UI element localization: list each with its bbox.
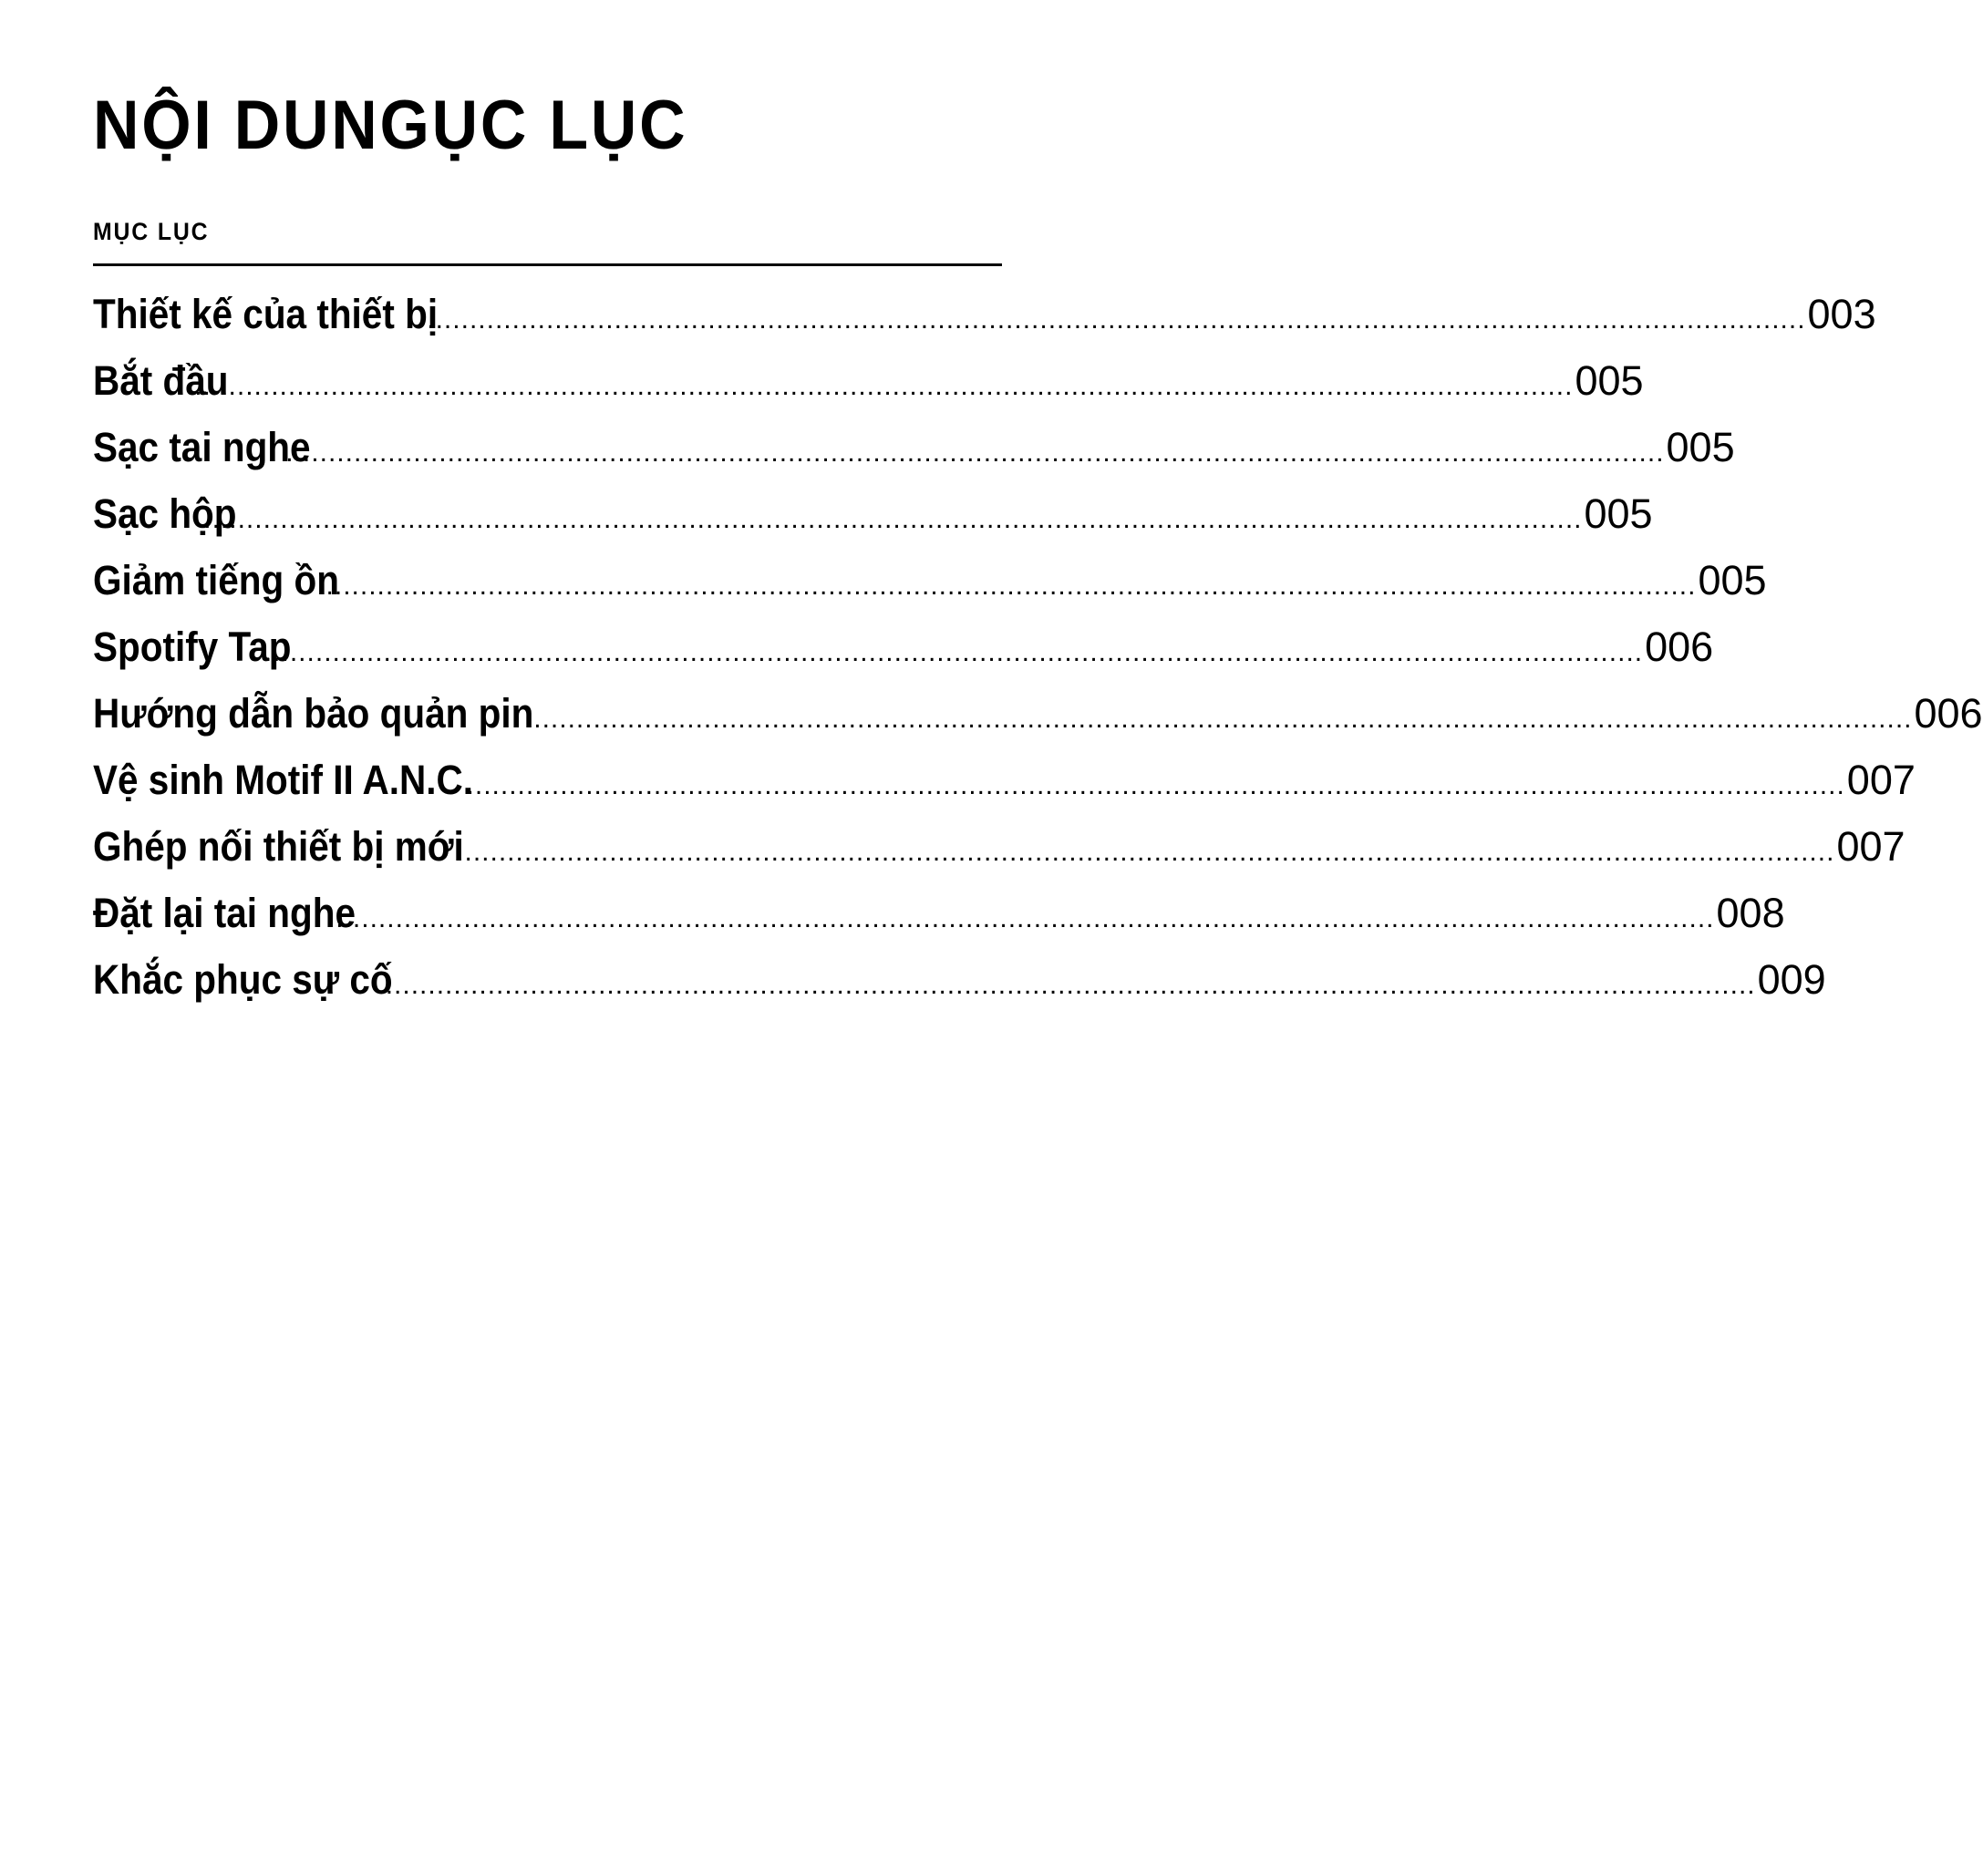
toc-entry-title: Đặt lại tai nghe	[93, 890, 356, 936]
page-title: NỘI DUNGỤC LỤC	[93, 87, 688, 164]
toc-dot-leader: ..................................................................................................................................................................	[285, 438, 1665, 468]
toc-dot-leader: ..................................................................................................................................................................	[533, 704, 1913, 734]
toc-dot-leader: ..................................................................................................................................................................	[317, 571, 1697, 601]
toc-entry-page: 009	[1757, 956, 1826, 1003]
toc-entry-title: Sạc tai nghe	[93, 424, 311, 470]
toc-entry[interactable]	[93, 747, 1916, 813]
toc-dot-leader: ..................................................................................................................................................................	[263, 637, 1644, 667]
toc-entry[interactable]	[93, 347, 1644, 414]
toc-entry-page: 008	[1716, 890, 1785, 936]
toc-entry[interactable]	[93, 547, 1767, 613]
toc-dot-leader: ..................................................................................................................................................................	[194, 371, 1574, 401]
toc-entry[interactable]	[93, 281, 1876, 347]
toc-dot-leader: ..................................................................................................................................................................	[456, 837, 1835, 867]
toc-entry-title: Hướng dẫn bảo quản pin	[93, 690, 534, 737]
table-of-contents	[93, 281, 1983, 1013]
toc-entry-page: 005	[1584, 490, 1653, 537]
toc-dot-leader: ..................................................................................................................................................................	[336, 903, 1715, 933]
toc-entry-title: Vệ sinh Motif II A.N.C.	[93, 757, 474, 803]
toc-entry-title: Ghép nối thiết bị mới	[93, 823, 464, 870]
divider-rule	[93, 263, 1002, 266]
toc-entry[interactable]	[93, 613, 1714, 680]
section-label: MỤC LỤC	[93, 218, 210, 245]
toc-dot-leader: ..................................................................................................................................................................	[377, 970, 1756, 1000]
toc-dot-leader: ..................................................................................................................................................................	[203, 504, 1583, 534]
toc-entry[interactable]	[93, 480, 1653, 547]
toc-dot-leader: ..................................................................................................................................................................	[427, 304, 1806, 335]
toc-entry-title: Giảm tiếng ồn	[93, 557, 340, 603]
toc-entry-page: 005	[1666, 424, 1735, 470]
toc-entry[interactable]	[93, 414, 1735, 480]
toc-entry-page: 005	[1575, 357, 1644, 404]
toc-entry-page: 006	[1914, 690, 1983, 737]
toc-entry-title: Bắt đầu	[93, 357, 229, 404]
toc-entry-page: 006	[1645, 624, 1714, 670]
toc-entry-page: 003	[1807, 291, 1876, 337]
toc-dot-leader: ..................................................................................................................................................................	[466, 770, 1845, 800]
toc-entry-page: 005	[1698, 557, 1767, 603]
toc-entry[interactable]	[93, 946, 1826, 1013]
toc-entry-title: Sạc hộp	[93, 490, 237, 537]
toc-entry[interactable]	[93, 880, 1785, 946]
toc-entry-page: 007	[1836, 823, 1906, 870]
toc-entry[interactable]	[93, 680, 1983, 747]
toc-entry-title: Spotify Tap	[93, 624, 292, 670]
toc-entry-page: 007	[1846, 757, 1916, 803]
toc-entry-title: Khắc phục sự cố	[93, 956, 393, 1003]
toc-entry-title: Thiết kế của thiết bị	[93, 291, 439, 337]
toc-entry[interactable]	[93, 813, 1906, 880]
